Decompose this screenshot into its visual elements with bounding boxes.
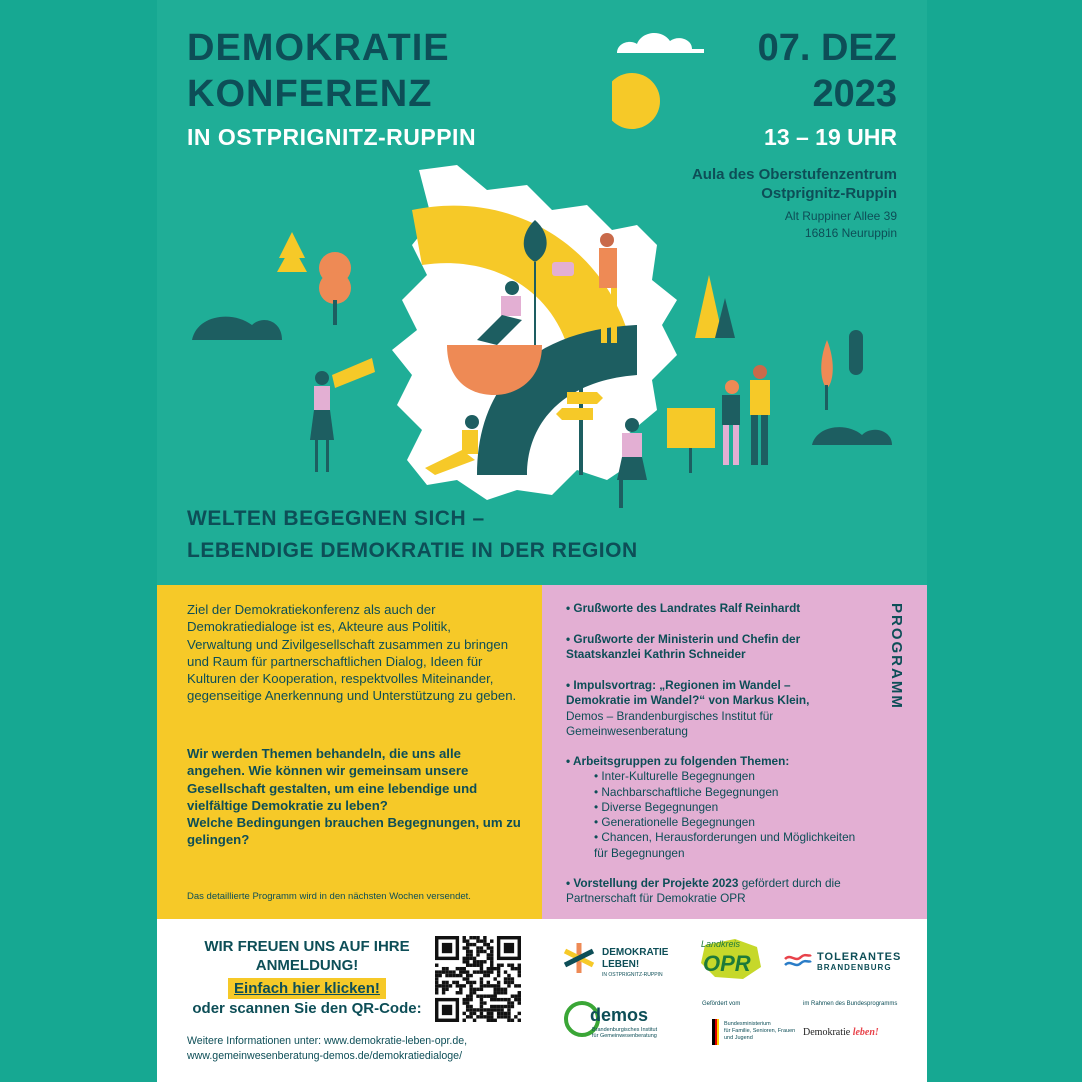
program-item: • Arbeitsgruppen zu folgenden Themen: • Inter-Kulturelle Begegnungen • Nachbarschaftliche Begegnungen • Diverse Begegnungen • Generationelle Begegnungen • Chancen, Herausforderungen und Möglichkeiten für Begegnungen [566,754,866,861]
more-info-line[interactable]: Weitere Informationen unter: www.demokratie-leben-opr.de, [187,1035,468,1047]
program-label: PROGRAMM [888,603,905,710]
topic-item: • Generationelle Begegnungen [594,815,755,830]
intro-panel [157,585,542,919]
intro-question-1: Wir werden Themen behandeln, die uns alle angehen. Wie können wir gemeinsam unsere Gesellschaft gestalten, um eine lebendige und vielfältige Demokratie zu leben? [187,746,478,813]
sign-board-icon [667,408,715,473]
program-item: • Grußworte des Landrates Ralf Reinhardt [566,601,801,615]
address-city: 16816 Neuruppin [804,226,897,240]
program-item: • Grußworte der Ministerin und Chefin der Staatskanzlei Kathrin Schneider [566,632,801,662]
poster [157,0,927,1082]
democracy-illustration [157,150,927,510]
cloud-and-sun-icon [612,25,712,135]
conference-title-line2: KONFERENZ [187,73,433,115]
person-figure [310,358,375,472]
topic-item: • Inter-Kulturelle Begegnungen [594,769,755,784]
venue-line2: Ostprignitz-Ruppin [761,185,897,202]
qr-instruction: oder scannen Sie den QR-Code: [192,1000,422,1017]
topic-item: • Nachbarschaftliche Begegnungen [594,784,779,799]
program-item: • Impulsvortrag: „Regionen im Wandel – Demokratie im Wandel?“ von Markus Klein, Demos – Brandenburgisches Institut für Gemeinwesenberatung [566,678,810,738]
date-day-month: 07. DEZ [757,27,897,69]
conference-title-line1: DEMOKRATIE [187,27,450,69]
program-note: Das detaillierte Programm wird in den nächsten Wochen versendet. [187,891,471,902]
intro-questions [187,745,522,849]
topic-item: • Chancen, Herausforderungen und Möglichkeiten für Begegnungen [594,830,856,860]
more-info [187,1034,467,1063]
tree-icon [192,232,351,340]
venue-line1: Aula des Oberstufenzentrum [691,166,897,183]
german-flag-icon [712,1019,720,1045]
intro-question-2: Welche Bedingungen brauchen Begegnungen, um zu gelingen? [187,815,521,848]
intro-paragraph: Ziel der Demokratiekonferenz als auch der Demokratiedialoge ist es, Akteure aus Politik, Verwaltung und Zivilgesellschaft zusammen zu bringen und Raum für partnerschaftlichen Dialog, Ideen für Kulturen der Kooperation, respektvolles Miteinander, gegenseitige Anerkennung und Unterstützung zu geben. [187,602,517,704]
topic-item: • Diverse Begegnungen [594,799,719,814]
wave-icon [783,951,813,971]
event-time: 13 – 19 UHR [764,124,897,150]
program-panel [542,585,927,919]
program-item: • Vorstellung der Projekte 2023 gefördert durch die Partnerschaft für Demokratie OPR [566,876,841,906]
qr-code[interactable] [435,936,521,1022]
date-year: 2023 [812,73,897,115]
registration-footer: WIR FREUEN UNS AUF IHRE ANMELDUNG! Einfach hier klicken! oder scannen Sie den QR-Code: Weitere Informationen unter: www.demokratie-leben-opr.de, www.gemeinwesenberatung-demos.de/demokratiedialoge/ DEMOKRATIE LEBEN! IN OSTPRIGNITZ-RUPPIN Landkreis OPR TOLERANTES BRANDENBURG demos Brandenburgisches Institut für Gemeinwesenberatung Gefördert vom Bundesministerium für Familie, Senioren, Frauen und Jugend im Rahmen des Bundesprogramms Demokratie leben! [157,919,927,1082]
conference-subtitle: IN OSTPRIGNITZ-RUPPIN [187,124,477,150]
person-figure [722,365,770,465]
tagline-line2: LEBENDIGE DEMOKRATIE IN DER REGION [187,539,638,562]
tagline-line1: WELTEN BEGEGNEN SICH – [187,507,485,530]
address-street: Alt Ruppiner Allee 39 [784,209,897,223]
more-info-line[interactable]: www.gemeinwesenberatung-demos.de/demokratiedialoge/ [187,1049,463,1062]
registration-link[interactable]: Einfach hier klicken! [228,978,386,999]
star-icon [562,941,596,975]
registration-call: WIR FREUEN UNS AUF IHRE ANMELDUNG! Einfach hier klicken! oder scannen Sie den QR-Code: [177,937,437,1018]
